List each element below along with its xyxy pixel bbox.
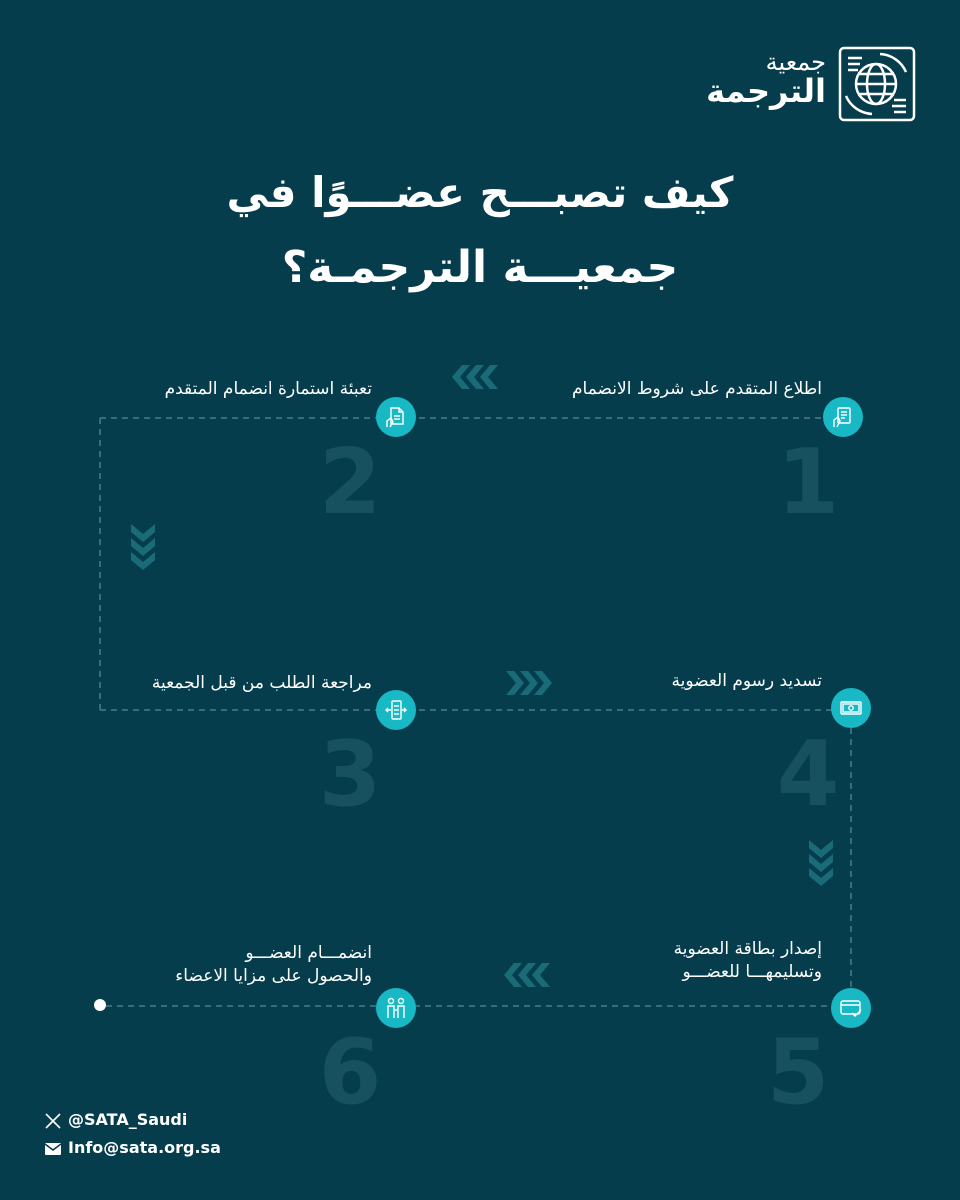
step-5-number: 5: [766, 1020, 830, 1125]
step-3-number: 3: [318, 722, 382, 827]
globe-document-icon: [836, 44, 918, 124]
chevron-left-icon-2: [500, 962, 556, 988]
step-4-label: تسديد رسوم العضوية: [671, 671, 822, 691]
document-review-icon: [384, 698, 408, 722]
step-6-label: [175, 942, 372, 988]
step-5-label-line2: وتسليمهـــا للعضـــو: [682, 961, 822, 982]
x-logo-icon: [44, 1112, 62, 1130]
step-1-number: 1: [776, 430, 840, 535]
members-icon: [384, 996, 408, 1020]
twitter-handle[interactable]: [44, 1110, 187, 1130]
step-6-label-line1: انضمـــام العضـــو: [245, 943, 372, 963]
heading-line2-wrap: [230, 242, 730, 293]
heading-line2: [274, 242, 687, 293]
step-2-number: 2: [318, 430, 382, 535]
chevron-down-icon: [130, 520, 156, 576]
email-address[interactable]: [44, 1138, 221, 1158]
step-6-number: 6: [318, 1020, 382, 1125]
twitter-handle-text: @SATA_Saudi: [68, 1110, 188, 1129]
chevron-right-icon: [500, 670, 556, 696]
step-3-label: مراجعة الطلب من قبل الجمعية: [151, 673, 372, 693]
logo-text: [706, 50, 826, 109]
email-address-text: Info@sata.org.sa: [68, 1138, 221, 1157]
step-4-number: 4: [776, 722, 840, 827]
checklist-hand-icon: [831, 405, 855, 429]
step-5-label-line1: إصدار بطاقة العضوية: [673, 939, 822, 959]
banknote-icon: [839, 696, 863, 720]
card-check-icon: [839, 996, 863, 1020]
chevron-down-icon-2: [808, 836, 834, 892]
step-5-label: [674, 938, 822, 984]
logo-line1: جمعية: [765, 48, 826, 76]
logo-line2: الترجمة: [706, 72, 826, 111]
form-hand-icon: [384, 405, 408, 429]
heading-line2-text: جمعيـــة الترجمـة؟: [281, 242, 679, 293]
step-6-label-line2: والحصول على مزايا الاعضاء: [175, 965, 372, 986]
step-1-label: اطلاع المتقدم على شروط الانضمام: [572, 379, 822, 399]
logo: [706, 42, 918, 126]
heading-line1: كيف تصبـــح عضـــوًا في: [226, 168, 734, 217]
mail-icon: [44, 1140, 62, 1158]
step-2-label: تعبئة استمارة انضمام المتقدم: [164, 379, 372, 399]
flow-end-dot: [94, 999, 106, 1011]
chevron-left-icon: [448, 364, 504, 390]
